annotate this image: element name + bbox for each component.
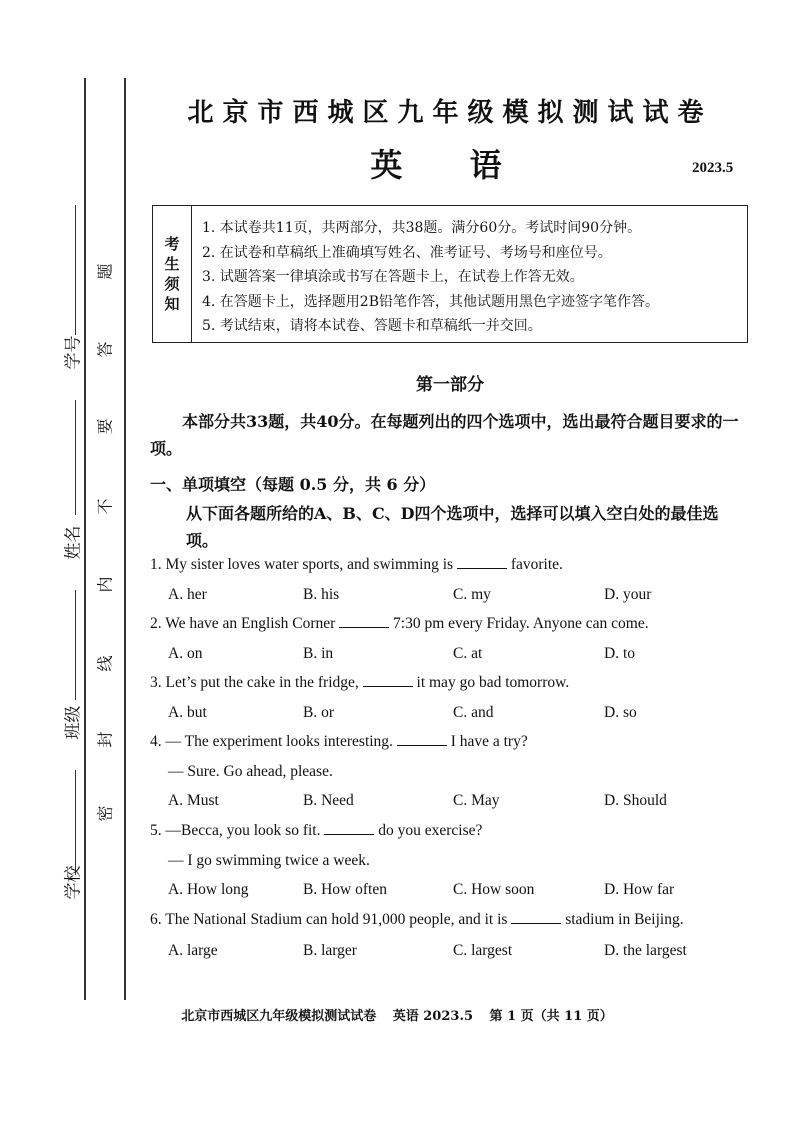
notice-list	[192, 206, 659, 342]
question-text: 5. —Becca, you look so fit.	[150, 822, 325, 839]
exam-notice-box	[152, 205, 748, 343]
notice-item: 3. 试题答案一律填涂或书写在答题卡上，在试卷上作答无效。	[202, 269, 584, 285]
question-text: it may go bad tomorrow.	[412, 674, 570, 691]
question-text: stadium in Beijing.	[561, 911, 684, 928]
seal-char: 要	[95, 418, 115, 435]
option-b[interactable]: B. his	[303, 586, 340, 603]
question-text: 1. My sister loves water sports, and swimming is	[150, 556, 457, 573]
answer-blank	[511, 911, 561, 924]
notice-item: 5. 考试结束，请将本试卷、答题卡和草稿纸一并交回。	[202, 318, 542, 334]
option-c[interactable]: C. and	[453, 704, 494, 721]
question-stem	[150, 615, 750, 633]
part-intro: 本部分共33题，共40分。在每题列出的四个选项中，选出最符合题目要求的一项。	[150, 412, 739, 458]
notice-item: 1. 本试卷共11页，共两部分，共38题。满分60分。考试时间90分钟。	[202, 220, 642, 236]
question-text: favorite.	[506, 556, 563, 573]
question	[150, 822, 750, 898]
question-text: 2. We have an English Corner	[150, 615, 340, 632]
subject-title: 英 语	[370, 146, 530, 184]
notice-item: 2. 在试卷和草稿纸上准确填写姓名、准考证号、考场号和座位号。	[202, 244, 612, 261]
option-d[interactable]: D. Should	[604, 792, 667, 809]
section-title: 一、单项填空（每题 0.5 分，共 6 分）	[150, 475, 436, 494]
option-a[interactable]: A. her	[168, 586, 207, 603]
seal-char: 内	[95, 576, 115, 593]
question	[150, 733, 750, 809]
question-stem	[150, 733, 750, 751]
notice-heading-char: 知	[164, 295, 180, 313]
question	[150, 556, 750, 603]
student-id-line[interactable]	[75, 205, 76, 335]
footer-subject: 英语 2023.5	[392, 1009, 474, 1024]
school-line[interactable]	[75, 770, 76, 875]
question-text: 6. The National Stadium can hold 91,000 people, and it is	[150, 911, 512, 928]
binding-line-outer	[84, 78, 86, 1000]
seal-char: 题	[95, 263, 115, 280]
class-line[interactable]	[75, 590, 76, 700]
option-d[interactable]: D. the largest	[604, 942, 687, 959]
option-d[interactable]: D. your	[604, 586, 652, 603]
name-line[interactable]	[75, 400, 76, 515]
notice-heading-char: 须	[164, 275, 180, 293]
option-a[interactable]: A. How long	[168, 881, 249, 898]
school-label: 学校	[63, 865, 84, 900]
option-d[interactable]: D. How far	[604, 881, 675, 898]
binding-margin	[0, 0, 130, 1000]
option-d[interactable]: D. to	[604, 645, 635, 662]
question-stem	[150, 674, 750, 692]
answer-blank	[363, 674, 413, 687]
exam-date: 2023.5	[692, 160, 734, 176]
answer-blank	[457, 556, 507, 569]
option-a[interactable]: A. on	[168, 645, 203, 662]
seal-char: 不	[95, 498, 115, 515]
notice-heading-char: 生	[164, 255, 180, 273]
question-stem	[150, 556, 750, 574]
dialogue-reply: — I go swimming twice a week.	[168, 852, 370, 869]
question-text: 4. — The experiment looks interesting.	[150, 733, 397, 750]
option-b[interactable]: B. How often	[303, 881, 387, 898]
section-instruction: 从下面各题所给的A、B、C、D四个选项中，选择可以填入空白处的最佳选项。	[186, 504, 719, 550]
question	[150, 911, 750, 959]
seal-char: 密	[95, 805, 115, 822]
notice-heading-char: 考	[164, 235, 180, 253]
notice-heading	[153, 206, 192, 342]
dialogue-reply: — Sure. Go ahead, please.	[168, 763, 333, 780]
name-label: 姓名	[63, 525, 84, 560]
student-id-label: 学号	[63, 335, 84, 370]
footer-exam: 北京市西城区九年级模拟测试试卷	[181, 1009, 377, 1024]
binding-line-inner	[124, 78, 126, 1000]
question-text: I have a try?	[446, 733, 528, 750]
question	[150, 674, 750, 721]
option-a[interactable]: A. Must	[168, 792, 219, 809]
option-c[interactable]: C. May	[453, 792, 500, 809]
question-text: do you exercise?	[374, 822, 483, 839]
class-label: 班级	[63, 705, 84, 740]
page-footer	[0, 1005, 794, 1024]
seal-char: 答	[95, 341, 115, 358]
question	[150, 615, 750, 662]
question-stem	[150, 822, 750, 840]
option-c[interactable]: C. How soon	[453, 881, 535, 898]
exam-title: 北京市西城区九年级模拟测试试卷	[187, 98, 713, 128]
option-b[interactable]: B. or	[303, 704, 334, 721]
option-a[interactable]: A. but	[168, 704, 207, 721]
answer-blank	[324, 822, 374, 835]
option-a[interactable]: A. large	[168, 942, 218, 959]
answer-blank	[339, 615, 389, 628]
notice-item: 4. 在答题卡上，选择题用2B铅笔作答，其他试题用黑色字迹签字笔作答。	[202, 293, 660, 310]
question-text: 7:30 pm every Friday. Anyone can come.	[389, 615, 649, 632]
footer-page-number: 第 1 页（共 11 页）	[489, 1009, 613, 1024]
option-c[interactable]: C. my	[453, 586, 491, 603]
option-c[interactable]: C. largest	[453, 942, 513, 959]
seal-char: 线	[95, 655, 115, 672]
question-stem	[150, 911, 750, 929]
question-text: 3. Let’s put the cake in the fridge,	[150, 674, 363, 691]
seal-char: 封	[95, 731, 115, 748]
answer-blank	[397, 733, 447, 746]
option-c[interactable]: C. at	[453, 645, 483, 662]
part-title: 第一部分	[416, 375, 484, 395]
option-b[interactable]: B. in	[303, 645, 334, 662]
option-b[interactable]: B. Need	[303, 792, 354, 809]
option-d[interactable]: D. so	[604, 704, 637, 721]
option-b[interactable]: B. larger	[303, 942, 357, 959]
